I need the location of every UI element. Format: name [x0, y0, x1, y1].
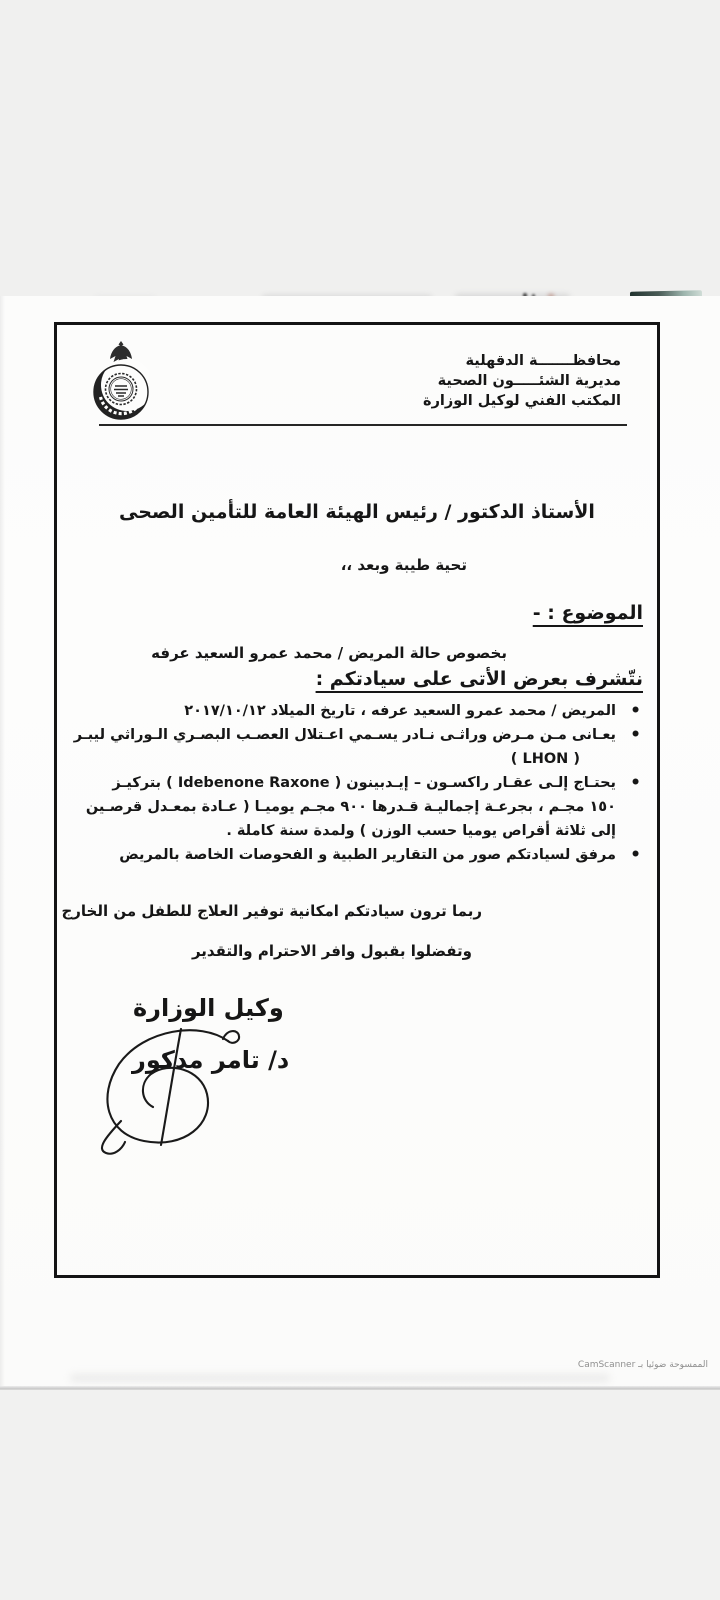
ministry-of-health-logo [93, 340, 149, 422]
camscanner-watermark: الممسوحة ضوئيا بـ CamScanner [577, 1360, 708, 1370]
letterhead-line: المكتب الفني لوكيل الوزارة [423, 393, 621, 409]
recipient-line: الأستاذ الدكتور / رئيس الهيئة العامة للتأمين الصحى [119, 501, 595, 523]
request-line: ربما ترون سيادتكم امكانية توفير العلاج للطفل من الخارج [61, 902, 482, 920]
subject-label-text: الموضوع : - [532, 602, 643, 624]
closing-line: وتفضلوا بقبول وافر الاحترام والتقدير [191, 942, 472, 960]
bullet-line: • مرفق لسيادتكم صور من التقارير الطبية و الفحوصات الخاصة بالمريض [63, 843, 643, 867]
greeting-line: تحية طيبة وبعد ،، [340, 556, 467, 574]
bullet-line: إلى ثلاثة أقراص يوميا حسب الوزن ) ولمدة سنة كاملة . [226, 823, 616, 839]
letterhead-line: مديرية الشئـــــون الصحية [437, 373, 621, 389]
bullet-list [63, 699, 643, 867]
bullet-line: ١٥٠ مجـم ، بجرعـة إجماليـة قـدرها ٩٠٠ مجـم يوميـا ( عـادة بمعـدل قرصـين [85, 799, 616, 815]
subject-label [57, 602, 657, 624]
intro-line-text: نتّشرف بعرض الأتى على سيادتكم : [315, 668, 643, 690]
signature-name: د/ تامر مدكور [132, 1046, 290, 1074]
signature-title: وكيل الوزارة [133, 994, 284, 1022]
scanned-page [0, 296, 720, 1390]
intro-line [57, 668, 657, 690]
bullet-line: • يحتـاج إلـى عقـار راكسـون – إيـدبينون ( Idebenone Raxone ) بتركيـز [63, 771, 643, 795]
letterhead [423, 351, 621, 411]
handwritten-signature [88, 1019, 250, 1155]
regarding-line: بخصوص حالة المريض / محمد عمرو السعيد عرفه [151, 644, 507, 662]
letterhead-divider [99, 424, 627, 426]
document-frame [54, 322, 660, 1278]
bullet-line: ( LHON ) [510, 751, 580, 767]
bullet-line: • المريض / محمد عمرو السعيد عرفه ، تاريخ الميلاد ٢٠١٧/١٠/١٢ [63, 699, 643, 723]
letterhead-line: محافظـــــــة الدقهلية [465, 353, 621, 369]
viewer-background-top [0, 0, 720, 296]
scan-smudge [70, 1374, 610, 1382]
bullet-line: • يعـانى مـن مـرض وراثـى نـادر يسـمي اعـتلال العصـب البصـري الـوراثي ليبـر [63, 723, 643, 747]
viewer-background-bottom [0, 1390, 720, 1600]
scan-edge-shadow [0, 296, 5, 1390]
